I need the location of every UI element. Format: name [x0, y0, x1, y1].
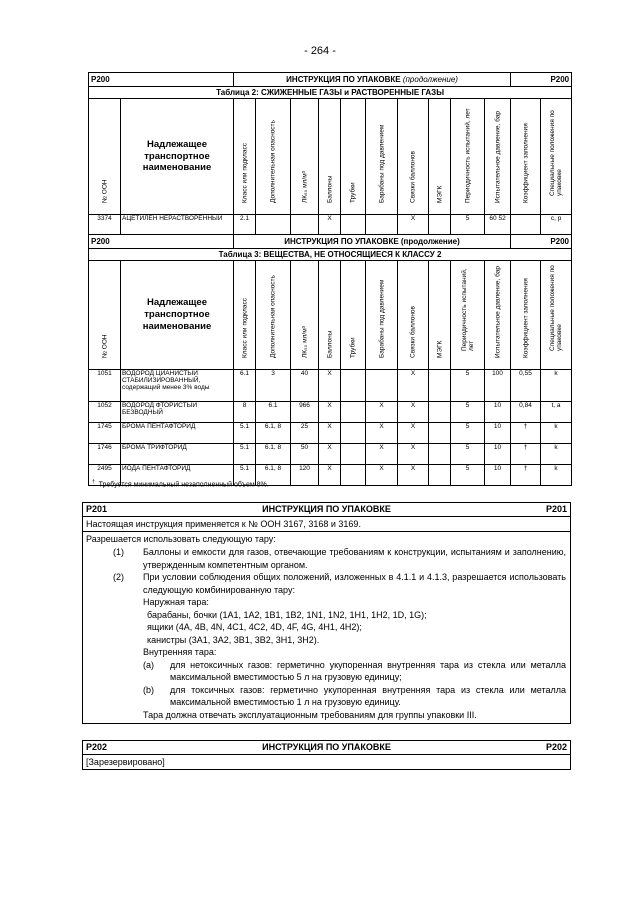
cell-class: 5.1: [234, 444, 256, 465]
cell-bundles: X: [398, 465, 429, 486]
cell-drums: X: [366, 444, 398, 465]
page-number: - 264 -: [304, 45, 336, 57]
p202-code-right: P202: [545, 742, 567, 752]
col-header-drums: Барабаны под давлением: [366, 261, 398, 370]
cell-un: 3374: [89, 215, 121, 235]
cell-fill: †: [511, 423, 541, 444]
cell-bundles: X: [398, 370, 429, 402]
table2-code-left: P200: [89, 73, 234, 87]
cell-period: 5: [451, 465, 485, 486]
cell-special: c, p: [541, 215, 572, 235]
col-header-cylinders: Баллоны: [319, 99, 341, 215]
p201-outer-1: барабаны, бочки (1A1, 1A2, 1B1, 1B2, 1N1, 1N2, 1H1, 1H2, 1D, 1G);: [147, 609, 427, 620]
cell-fill: 0,84: [511, 402, 541, 423]
col-header-un: № ООН: [89, 261, 121, 370]
cell-megc: [429, 444, 451, 465]
cell-bundles: X: [398, 423, 429, 444]
p201-packing-group: Тара должна отвечать эксплуатационным требованиям для группы упаковки III.: [143, 709, 477, 720]
col-header-megc: МЭГК: [429, 99, 451, 215]
col-header-name: Надлежащее транспортное наименование: [121, 261, 234, 370]
col-header-subsidiary: Дополнительная опасность: [256, 261, 291, 370]
cell-cylinders: X: [319, 370, 341, 402]
cell-tubes: [341, 402, 366, 423]
cell-un: 1746: [89, 444, 121, 465]
cell-megc: [429, 402, 451, 423]
table-row: [89, 402, 572, 423]
p202-header: [83, 741, 570, 755]
cell-drums: [366, 370, 398, 402]
p202-box: [82, 740, 571, 770]
col-header-special: Специальные положения по упаковке: [541, 99, 572, 215]
col-header-class: Класс или подкласс: [234, 99, 256, 215]
cell-subsidiary: [256, 215, 291, 235]
col-header-cylinders: Баллоны: [319, 261, 341, 370]
col-header-pressure: Испытательное давление, бар: [485, 261, 511, 370]
cell-tubes: [341, 215, 366, 235]
col-header-lc50: ЛК₅₀ мл/м³: [291, 261, 319, 370]
table3-title: ИНСТРУКЦИЯ ПО УПАКОВКЕ (продолжение): [234, 235, 511, 249]
col-header-class: Класс или подкласс: [234, 261, 256, 370]
cell-tubes: [341, 370, 366, 402]
cell-un: 1051: [89, 370, 121, 402]
cell-subsidiary: 6.1: [256, 402, 291, 423]
cell-name: ВОДОРОД ФТОРИСТЫЙ БЕЗВОДНЫЙ: [121, 402, 234, 423]
cell-cylinders: X: [319, 444, 341, 465]
cell-subsidiary: 6.1, 8: [256, 423, 291, 444]
cell-cylinders: X: [319, 215, 341, 235]
cell-fill: [511, 215, 541, 235]
p201-outer-title: Наружная тара:: [143, 597, 209, 607]
cell-bundles: X: [398, 402, 429, 423]
cell-fill: 0,55: [511, 370, 541, 402]
cell-class: 8: [234, 402, 256, 423]
p201-code-left: P201: [86, 504, 108, 514]
cell-fill: †: [511, 444, 541, 465]
cell-megc: [429, 465, 451, 486]
p202-reserved: [Зарезервировано]: [86, 757, 165, 767]
cell-cylinders: X: [319, 465, 341, 486]
cell-cylinders: X: [319, 423, 341, 444]
col-header-drums: Барабаны под давлением: [366, 99, 398, 215]
table3-footnote: † Требуется минимальный незаполненный объем 8%.: [92, 479, 269, 489]
cell-special: t, a: [541, 402, 572, 423]
cell-period: 5: [451, 402, 485, 423]
cell-class: 2.1: [234, 215, 256, 235]
cell-special: k: [541, 423, 572, 444]
cell-pressure: 10: [485, 423, 511, 444]
p201-item-1: (1) Баллоны и емкости для газов, отвечающие требованиям к конструкции, испытаниям и заполнению, утвержденным компетентным органом.: [113, 547, 566, 570]
col-header-fill: Коэффициент заполнения: [511, 261, 541, 370]
cell-subsidiary: 6.1, 8: [256, 465, 291, 486]
cell-drums: X: [366, 423, 398, 444]
col-header-special: Специальные положения по упаковке: [541, 261, 572, 370]
cell-pressure: 10: [485, 465, 511, 486]
table3-code-right: P200: [511, 235, 572, 249]
col-header-bundles: Связки баллонов: [398, 261, 429, 370]
table2-caption: Таблица 2: СЖИЖЕННЫЕ ГАЗЫ и РАСТВОРЕННЫЕ ГАЗЫ: [89, 87, 572, 99]
table2-title: ИНСТРУКЦИЯ ПО УПАКОВКЕ (продолжение): [234, 73, 511, 87]
cell-name: БРОМА ТРИФТОРИД: [121, 444, 234, 465]
table-row: [89, 423, 572, 444]
cell-fill: †: [511, 465, 541, 486]
col-header-tubes: Трубки: [341, 261, 366, 370]
cell-un: 1745: [89, 423, 121, 444]
cell-lc50: [291, 215, 319, 235]
cell-pressure: 10: [485, 444, 511, 465]
table-row: [89, 370, 572, 402]
cell-lc50: 120: [291, 465, 319, 486]
cell-megc: [429, 215, 451, 235]
cell-tubes: [341, 423, 366, 444]
cell-un: 2495: [89, 465, 121, 486]
cell-name: ВОДОРОД ЦИАНИСТЫЙ СТАБИЛИЗИРОВАННЫЙ, содержащий менее 3% воды: [121, 370, 234, 402]
table-row: [89, 215, 572, 235]
col-header-period: Периодичность испытаний, лет: [451, 99, 485, 215]
col-header-fill: Коэффициент заполнения: [511, 99, 541, 215]
p201-allowed: Разрешается использовать следующую тару:: [86, 534, 276, 544]
table2-code-right: P200: [511, 73, 572, 87]
col-header-period: Периодичность испытаний, лет: [451, 261, 485, 370]
cell-class: 6.1: [234, 370, 256, 402]
cell-tubes: [341, 465, 366, 486]
p201-inner-title: Внутренняя тара:: [143, 647, 217, 657]
table-2: [88, 72, 572, 235]
col-header-tubes: Трубки: [341, 99, 366, 215]
cell-period: 5: [451, 423, 485, 444]
p201-applies: Настоящая инструкция применяется к № ООН 3167, 3168 и 3169.: [83, 517, 570, 532]
table-3: [88, 234, 572, 489]
cell-lc50: 25: [291, 423, 319, 444]
cell-drums: X: [366, 465, 398, 486]
p201-outer-2: ящики (4A, 4B, 4N, 4C1, 4C2, 4D, 4F, 4G, 4H1, 4H2);: [147, 622, 362, 632]
cell-special: k: [541, 465, 572, 486]
cell-pressure: 60 52: [485, 215, 511, 235]
col-header-megc: МЭГК: [429, 261, 451, 370]
cell-period: 5: [451, 444, 485, 465]
cell-class: 5.1: [234, 465, 256, 486]
col-header-pressure: Испытательное давление, бар: [485, 99, 511, 215]
cell-pressure: 100: [485, 370, 511, 402]
cell-drums: [366, 215, 398, 235]
cell-un: 1052: [89, 402, 121, 423]
cell-class: 5.1: [234, 423, 256, 444]
cell-period: 5: [451, 370, 485, 402]
cell-special: k: [541, 370, 572, 402]
p201-inner-b: (b) для токсичных газов: герметично укупоренная внутренняя тара из стекла или металла максимальной вместимостью 1 л на грузовую единицу.: [143, 684, 566, 707]
cell-megc: [429, 423, 451, 444]
cell-subsidiary: 3: [256, 370, 291, 402]
cell-cylinders: X: [319, 402, 341, 423]
cell-special: k: [541, 444, 572, 465]
p201-inner-a: (a) для нетоксичных газов: герметично укупоренная внутренняя тара из стекла или металла максимальной вместимостью 5 л на грузовую единицу;: [143, 659, 566, 682]
cell-name: БРОМА ПЕНТАФТОРИД: [121, 423, 234, 444]
table-row: [89, 444, 572, 465]
col-header-name: Надлежащее транспортное наименование: [121, 99, 234, 215]
table3-code-left: P200: [89, 235, 234, 249]
col-header-bundles: Связки баллонов: [398, 99, 429, 215]
col-header-lc50: ЛК₅₀ мл/м³: [291, 99, 319, 215]
cell-bundles: X: [398, 444, 429, 465]
p201-header: [83, 503, 570, 517]
cell-name: АЦЕТИЛЕН НЕРАСТВОРЕННЫЙ: [121, 215, 234, 235]
col-header-subsidiary: Дополнительная опасность: [256, 99, 291, 215]
p201-item-2: (2) При условии соблюдения общих положений, изложенных в 4.1.1 и 4.1.3, разрешается использовать следующую комбинированную тару:: [113, 572, 566, 595]
col-header-un: № ООН: [89, 99, 121, 215]
p201-code-right: P201: [545, 504, 567, 514]
cell-megc: [429, 370, 451, 402]
table2-title-cont: (продолжение): [402, 75, 458, 84]
p202-title: ИНСТРУКЦИЯ ПО УПАКОВКЕ: [262, 742, 391, 752]
p202-code-left: P202: [86, 742, 108, 752]
cell-period: 5: [451, 215, 485, 235]
table3-caption: Таблица 3: ВЕЩЕСТВА, НЕ ОТНОСЯЩИЕСЯ К КЛАССУ 2: [89, 249, 572, 261]
footnote-mark: †: [92, 479, 95, 485]
cell-lc50: 40: [291, 370, 319, 402]
cell-tubes: [341, 444, 366, 465]
cell-pressure: 10: [485, 402, 511, 423]
p201-outer-3: канистры (3A1, 3A2, 3B1, 3B2, 3H1, 3H2).: [147, 634, 320, 645]
cell-subsidiary: 6.1, 8: [256, 444, 291, 465]
p201-title: ИНСТРУКЦИЯ ПО УПАКОВКЕ: [262, 504, 391, 514]
cell-name: ЙОДА ПЕНТАФТОРИД: [121, 465, 234, 486]
p201-box: [82, 502, 571, 724]
cell-lc50: 966: [291, 402, 319, 423]
cell-bundles: X: [398, 215, 429, 235]
cell-lc50: 50: [291, 444, 319, 465]
cell-drums: X: [366, 402, 398, 423]
